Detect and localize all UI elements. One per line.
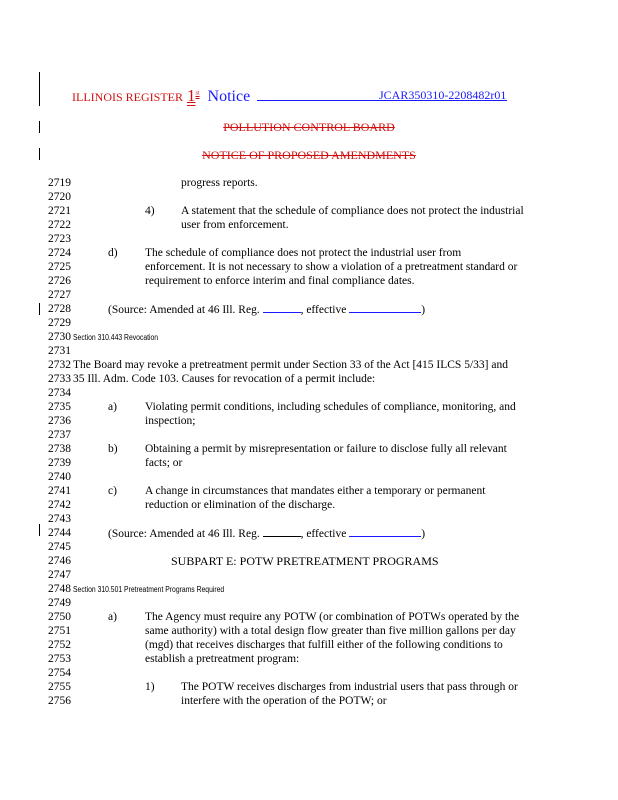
line-number: 2753 [48, 653, 71, 665]
body-line: A change in circumstances that mandates either a temporary or permanent [145, 485, 486, 497]
item-label: 1) [145, 681, 155, 693]
source-text: ) [421, 304, 426, 316]
line-number: 2754 [48, 667, 71, 679]
subpart-heading: SUBPART E: POTW PRETREATMENT PROGRAMS [171, 554, 439, 568]
line-number: 2719 [48, 177, 71, 189]
body-line: The Board may revoke a pretreatment permit under Section 33 of the Act [415 ILCS 5/33] and [73, 359, 508, 371]
line-number: 2740 [48, 471, 71, 483]
line-number: 2730 [48, 331, 71, 343]
register-name: ILLINOIS REGISTER [72, 90, 183, 104]
line-number: 2733 [48, 373, 71, 385]
line-number: 2725 [48, 261, 71, 273]
register-header [72, 86, 250, 106]
line-number: 2739 [48, 457, 71, 469]
body-line: 35 Ill. Adm. Code 103. Causes for revocation of a permit include: [73, 373, 376, 385]
item-label: a) [108, 401, 117, 413]
line-number: 2721 [48, 205, 71, 217]
line-number: 2750 [48, 611, 71, 623]
body-line: The POTW receives discharges from industrial users that pass through or [181, 681, 518, 693]
item-label: b) [108, 443, 118, 455]
body-line: reduction or elimination of the discharge. [145, 499, 336, 511]
line-number: 2746 [48, 555, 71, 567]
line-number: 2748 [48, 583, 71, 595]
line-number: 2734 [48, 387, 71, 399]
line-number: 2743 [48, 513, 71, 525]
body-line: Obtaining a permit by misrepresentation or failure to disclose fully all relevant [145, 443, 507, 455]
source-text: (Source: Amended at 46 Ill. Reg. [108, 528, 263, 540]
line-number: 2727 [48, 289, 71, 301]
line-number: 2720 [48, 191, 71, 203]
line-number: 2729 [48, 317, 71, 329]
line-number: 2755 [48, 681, 71, 693]
line-number: 2741 [48, 485, 71, 497]
body-line: A statement that the schedule of compliance does not protect the industrial [181, 205, 524, 217]
body-line: establish a pretreatment program: [145, 653, 300, 665]
volume-blank [263, 302, 301, 313]
line-number: 2724 [48, 247, 71, 259]
line-number: 2722 [48, 219, 71, 231]
line-number: 2756 [48, 695, 71, 707]
line-number: 2749 [48, 597, 71, 609]
line-number: 2736 [48, 415, 71, 427]
line-number: 2735 [48, 401, 71, 413]
page-marker: 1 [187, 86, 196, 105]
source-text: , effective [300, 304, 350, 316]
date-blank [349, 526, 421, 537]
date-blank [349, 302, 421, 313]
page-marker-sup: st [195, 90, 200, 97]
line-number: 2731 [48, 345, 71, 357]
board-title: POLLUTION CONTROL BOARD [223, 120, 395, 134]
source-text: ) [421, 528, 426, 540]
change-bar [39, 524, 40, 536]
line-number: 2742 [48, 499, 71, 511]
line-number: 2744 [48, 527, 71, 539]
body-line: (mgd) that receives discharges that fulfill either of the following conditions to [145, 639, 503, 651]
source-note [108, 526, 425, 541]
change-bar [39, 303, 40, 315]
line-number: 2726 [48, 275, 71, 287]
item-label: 4) [145, 205, 155, 217]
line-number: 2732 [48, 359, 71, 371]
body-line: inspection; [145, 415, 196, 427]
section-heading: Section 310.443 Revocation [73, 333, 159, 342]
source-note [108, 302, 425, 317]
item-label: a) [108, 611, 117, 623]
item-label: d) [108, 247, 118, 259]
body-line: requirement to enforce interim and final compliance dates. [145, 275, 415, 287]
body-line: progress reports. [181, 177, 258, 189]
notice-label: Notice [207, 88, 251, 105]
body-line: interfere with the operation of the POTW; or [181, 695, 387, 707]
line-number: 2728 [48, 303, 71, 315]
line-number: 2747 [48, 569, 71, 581]
section-heading: Section 310.501 Pretreatment Programs Required [73, 585, 225, 594]
body-line: same authority) with a total design flow greater than five million gallons per day [145, 625, 516, 637]
source-text: (Source: Amended at 46 Ill. Reg. [108, 304, 263, 316]
body-line: The Agency must require any POTW (or combination of POTWs operated by the [145, 611, 520, 623]
notice-type: NOTICE OF PROPOSED AMENDMENTS [202, 148, 416, 162]
body-line: enforcement. It is not necessary to show a violation of a pretreatment standard or [145, 261, 518, 273]
volume-blank [263, 526, 301, 537]
change-bar [39, 72, 40, 106]
line-number: 2745 [48, 541, 71, 553]
item-label: c) [108, 485, 117, 497]
doc-id: JCAR350310-2208482r01 [379, 88, 507, 102]
source-text: , effective [300, 528, 350, 540]
line-number: 2752 [48, 639, 71, 651]
body-line: The schedule of compliance does not protect the industrial user from [145, 247, 462, 259]
body-line: user from enforcement. [181, 219, 289, 231]
line-number: 2723 [48, 233, 71, 245]
line-number: 2737 [48, 429, 71, 441]
line-number: 2751 [48, 625, 71, 637]
body-line: facts; or [145, 457, 183, 469]
body-line: Violating permit conditions, including schedules of compliance, monitoring, and [145, 401, 516, 413]
line-number: 2738 [48, 443, 71, 455]
